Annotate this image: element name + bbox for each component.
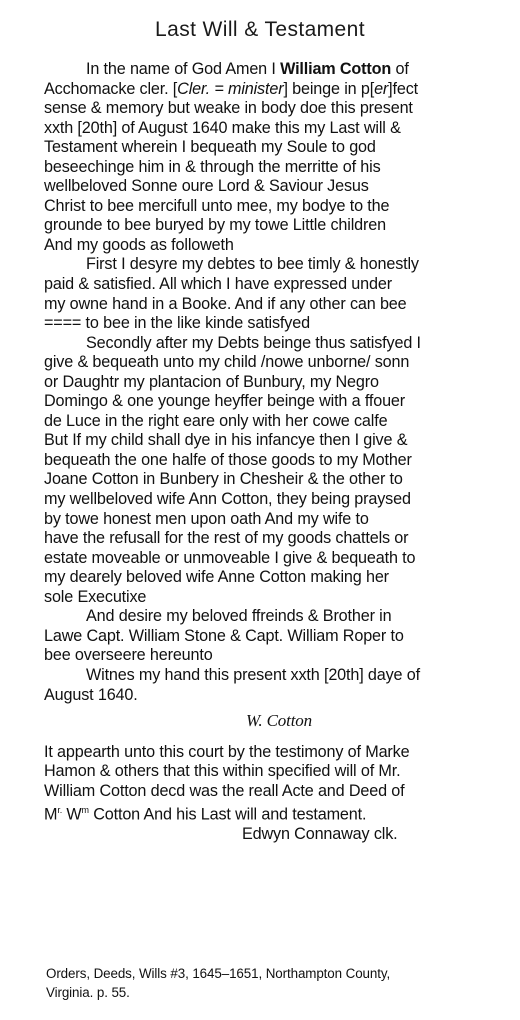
p5-line: Witnes my hand this present xxth [20th] daye of (86, 665, 420, 684)
p3-line: sole Executixe (44, 587, 147, 606)
court-attestation (44, 743, 514, 802)
p3-line: Joane Cotton in Bunbery in Chesheir & the other to (44, 470, 403, 489)
p2-line: First I desyre my debtes to bee timly & honestly (86, 255, 419, 274)
intro-before-name: In the name of God Amen I (86, 60, 281, 78)
clerk-name: Edwyn Connaway clk. (242, 825, 398, 844)
p1-line: Testament wherein I bequeath my Soule to god (44, 138, 376, 157)
court-sup-m: m (81, 805, 89, 816)
p3-line: Domingo & one younge heyffer beinge with a ffouer (44, 392, 406, 411)
will-intro-line (44, 60, 514, 80)
paragraph-overseers (44, 607, 514, 666)
p1-line: Christ to bee mercifull unto mee, my bodye to the (44, 196, 390, 215)
source-citation (46, 964, 506, 1002)
page-title: Last Will & Testament (155, 18, 365, 41)
p4-line: Lawe Capt. William Stone & Capt. William Roper to (44, 626, 404, 645)
paragraph-preamble (44, 99, 514, 255)
p5-line: August 1640. (44, 685, 138, 704)
testator-name: William Cotton (280, 60, 392, 78)
court-last-m: M (44, 805, 58, 824)
will-text (44, 60, 514, 845)
court-last-line (44, 801, 514, 825)
p3-line: by towe honest men upon oath And my wife to (44, 509, 369, 528)
line2-text-b: ] beinge in p[ (283, 79, 375, 98)
p3-line: bequeath the one halfe of those goods to my Mother (44, 450, 412, 469)
source-line-1: Orders, Deeds, Wills #3, 1645–1651, Northampton County, (46, 966, 391, 981)
p1-line: xxth [20th] of August 1640 make this my Last will & (44, 118, 401, 137)
p1-line: grounde to bee buryed by my towe Little children (44, 216, 386, 235)
p3-line: de Luce in the right eare only with her cowe calfe (44, 411, 388, 430)
p4-line: bee overseere hereunto (44, 646, 213, 665)
p2-line: my owne hand in a Booke. And if any other can bee (44, 294, 407, 313)
source-line-2: Virginia. p. 55. (46, 985, 130, 1000)
p3-line: Secondly after my Debts beinge thus satisfyed I (86, 333, 421, 352)
p1-line: sense & memory but weake in body doe this present (44, 99, 413, 118)
p3-line: or Daughtr my plantacion of Bunbury, my Negro (44, 372, 379, 391)
p3-line: estate moveable or unmoveable I give & bequeath to (44, 548, 416, 567)
will-line-2 (44, 80, 514, 100)
p1-line: wellbeloved Sonne oure Lord & Saviour Jesus (44, 177, 369, 196)
court-line: Hamon & others that this within specified will of Mr. (44, 762, 401, 781)
paragraph-bequests (44, 334, 514, 608)
editor-note-cler: Cler. = minister (177, 79, 284, 98)
p3-line: But If my child shall dye in his infancye then I give & (44, 431, 408, 450)
p3-line: my wellbeloved wife Ann Cotton, they being praysed (44, 490, 411, 509)
p1-line: beseechinge him in & through the merritte of his (44, 157, 381, 176)
signature: W. Cotton (245, 711, 313, 731)
court-last-w: W (62, 805, 82, 824)
editor-note-er: er (374, 79, 389, 98)
p3-line: my dearely beloved wife Anne Cotton making her (44, 568, 389, 587)
p3-line: have the refusall for the rest of my goods chattels or (44, 529, 409, 548)
line2-text-a: Acchomacke cler. [ (44, 79, 178, 98)
p3-line: give & bequeath unto my child /nowe unborne/ sonn (44, 353, 410, 372)
p1-line: And my goods as followeth (44, 235, 234, 254)
p2-line: paid & satisfied. All which I have expressed under (44, 275, 392, 294)
p2-line: ==== to bee in the like kinde satisfyed (44, 314, 310, 333)
court-last-rest: Cotton And his Last will and testament. (88, 805, 367, 824)
p4-line: And desire my beloved ffreinds & Brother in (86, 607, 392, 626)
line2-text-c: ]fect (388, 79, 418, 98)
court-line: It appearth unto this court by the testimony of Marke (44, 742, 410, 761)
court-line: William Cotton decd was the reall Acte and Deed of (44, 781, 405, 800)
court-sup-r: r. (57, 805, 63, 816)
intro-after-name: of (391, 60, 409, 78)
paragraph-debts (44, 255, 514, 333)
paragraph-witness (44, 666, 514, 705)
